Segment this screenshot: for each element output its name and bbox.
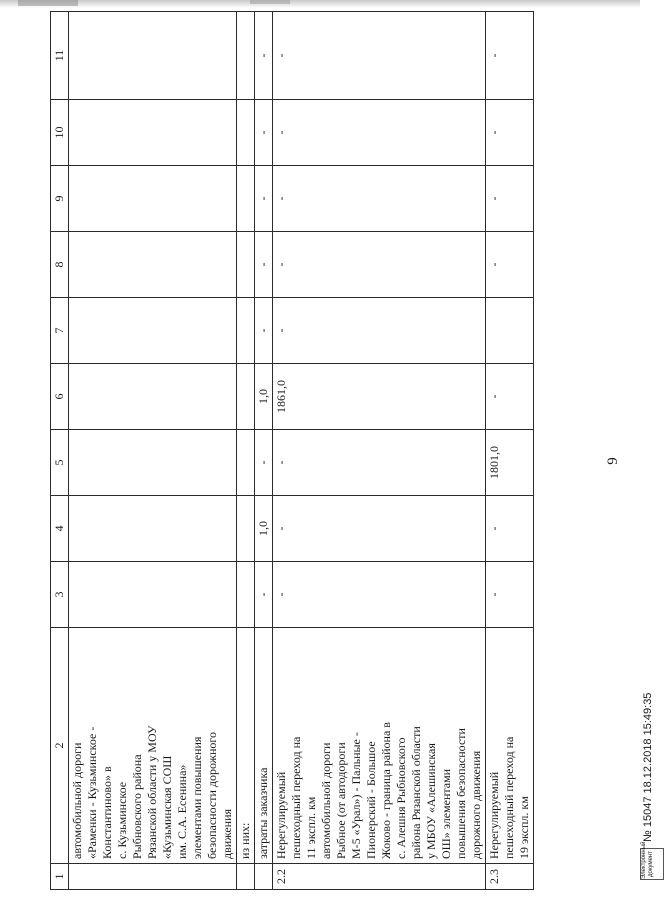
column-header: 3 [51,562,69,628]
column-header: 7 [51,298,69,364]
value-cell: - [255,298,273,364]
value-cell: 1,0 [255,496,273,562]
value-cell: - [273,298,486,364]
value-cell [237,232,255,298]
scan-edge [0,0,640,8]
value-cell [69,12,237,100]
value-cell [237,364,255,430]
value-cell [69,364,237,430]
scan-artifact [18,0,78,6]
value-cell: - [486,232,534,298]
value-cell [237,562,255,628]
column-header: 4 [51,496,69,562]
column-header: 11 [51,12,69,100]
value-cell: - [486,364,534,430]
value-cell: - [486,496,534,562]
value-cell: - [486,166,534,232]
value-cell [69,298,237,364]
value-cell: - [273,496,486,562]
value-cell [69,100,237,166]
table-header-row [51,12,69,890]
value-cell: - [255,562,273,628]
row-description-cell: из них: [237,628,255,864]
column-header: 2 [51,628,69,864]
value-cell: - [255,166,273,232]
column-header: 8 [51,232,69,298]
column-header: 1 [51,864,69,890]
document-stamp: № 15047 18.12.2018 15:49:35 [642,692,654,842]
value-cell: 1861,0 [273,364,486,430]
value-cell: - [273,100,486,166]
row-number-cell [237,864,255,890]
value-cell [237,430,255,496]
row-number-cell [255,864,273,890]
table-row [69,12,237,890]
column-header: 10 [51,100,69,166]
column-header: 9 [51,166,69,232]
logo-icon: Электронный документ [640,848,664,880]
scan-artifact [250,0,290,4]
value-cell: - [255,100,273,166]
value-cell: - [273,12,486,100]
value-cell [237,100,255,166]
value-cell: - [273,430,486,496]
value-cell: - [273,562,486,628]
value-cell: 1,0 [255,364,273,430]
value-cell [237,166,255,232]
row-number-cell: 2.2 [273,864,486,890]
value-cell [69,166,237,232]
value-cell [69,430,237,496]
value-cell [237,496,255,562]
table-row [237,12,255,890]
table-row [273,12,486,890]
value-cell: - [486,100,534,166]
table-row [255,12,273,890]
value-cell [69,496,237,562]
value-cell: - [486,12,534,100]
value-cell: - [273,232,486,298]
value-cell [69,562,237,628]
value-cell: - [255,12,273,100]
value-cell [69,232,237,298]
rotated-document [50,32,654,890]
value-cell [237,12,255,100]
value-cell: - [255,232,273,298]
row-description-cell: затраты заказчика [255,628,273,864]
value-cell: - [273,166,486,232]
value-cell [486,298,534,364]
document-footer [640,580,670,880]
value-cell: - [255,430,273,496]
value-cell [237,298,255,364]
row-number-cell: 2.3 [486,864,534,890]
data-table [50,11,534,890]
column-header: 5 [51,430,69,496]
row-description-cell: Нерегулируемый пешеходный переход на 11 экспл. км автомобильной дороги Рыбное (от автодороги М-5 «Урал») - Пальные - Пионерский - Большое Жоково - граница района в с. Алешня Рыбновского района Рязанской области у МБОУ «Алешинская ОШ» элементами повышения безопасности дорожного движения [273,628,486,864]
page-number: 9 [605,457,621,465]
row-description-cell: автомобильной дороги «Раменки - Кузьминское - Константиново» в с. Кузьминское Рыбновского района Рязанской области у МОУ «Кузьминская СОШ им. С.А. Есенина» элементами повышения безопасности дорожного движения [69,628,237,864]
column-header: 6 [51,364,69,430]
value-cell: - [486,562,534,628]
value-cell: 1801,0 [486,430,534,496]
row-description-cell: Нерегулируемый пешеходный переход на 19 экспл. км [486,628,534,864]
row-number-cell [69,864,237,890]
table-row [486,12,534,890]
